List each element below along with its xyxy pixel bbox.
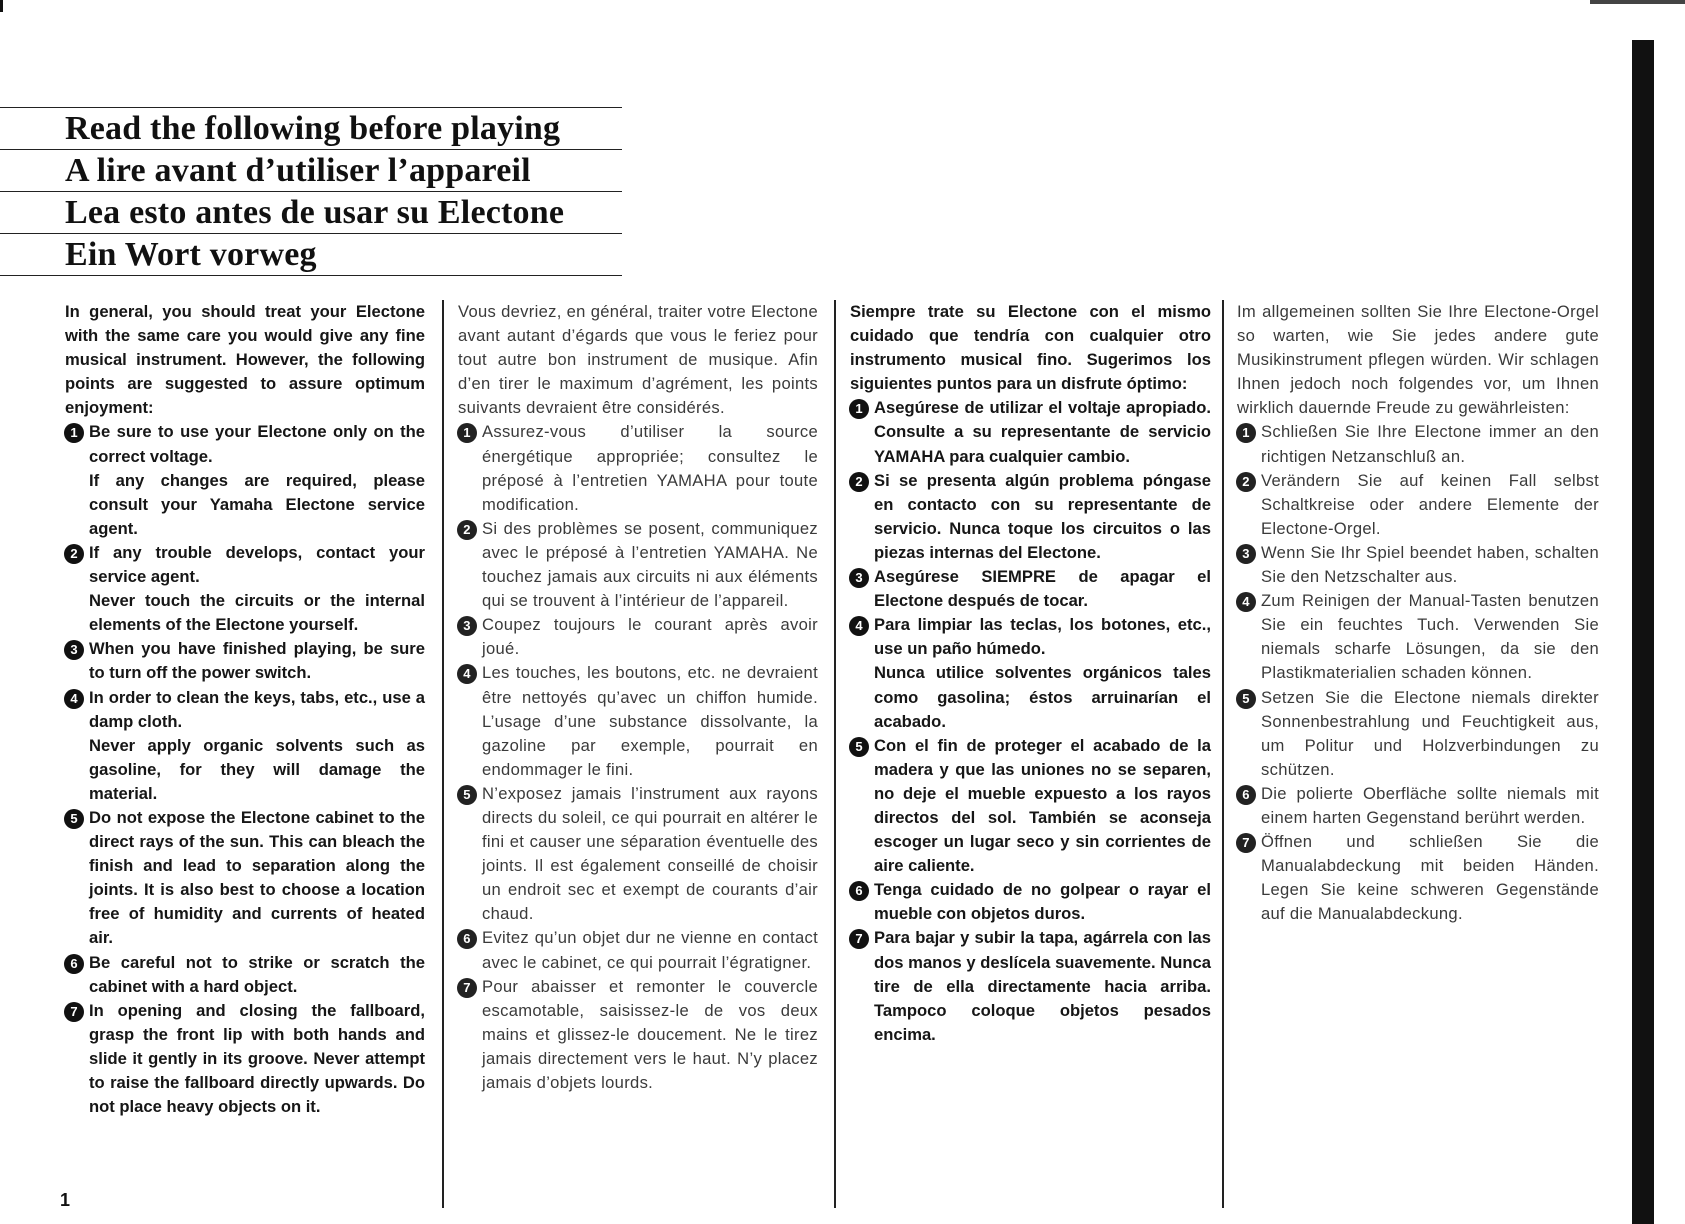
item-text: In opening and closing the fallboard, grasp the front lip with both hands and slide it gently in its groove. Never attempt to raise the fallboard directly upwards. Do not place heavy objects on it. xyxy=(89,1000,425,1117)
heading-english: Read the following before playing xyxy=(0,107,622,149)
item-text: Verändern Sie auf keinen Fall selbst Schaltkreise oder andere Elemente der Electone-Orgel. xyxy=(1261,470,1599,538)
number-1-icon: 1 xyxy=(1236,423,1256,443)
list-item xyxy=(65,806,425,951)
list-item xyxy=(1237,541,1599,589)
item-text: Evitez qu’un objet dur ne vienne en contact avec le cabinet, ce qui pourrait l’égratigner. xyxy=(482,928,818,972)
scan-binding-edge xyxy=(1632,40,1654,1224)
list-item xyxy=(850,613,1211,733)
list-item xyxy=(458,613,818,661)
list-item xyxy=(458,420,818,516)
list-item xyxy=(65,999,425,1119)
item-text: Con el fin de proteger el acabado de la madera y que las uniones no se separen, no deje el mueble expuesto a los rayos directos del sol. También se aconseja escoger un lugar seco y sin corrientes de aire caliente. xyxy=(874,735,1211,876)
number-6-icon: 6 xyxy=(849,881,869,901)
list-item xyxy=(65,420,425,540)
list-item xyxy=(65,951,425,999)
item-text: If any trouble develops, contact your service agent. xyxy=(89,542,425,587)
list-item xyxy=(458,782,818,927)
item-text: Be sure to use your Electone only on the correct voltage. xyxy=(89,422,425,466)
number-2-icon: 2 xyxy=(1236,472,1256,492)
item-text: Die polierte Oberfläche sollte niemals mit einem harten Gegenstand berührt werden. xyxy=(1261,783,1599,827)
german-column xyxy=(1237,300,1599,926)
number-7-icon: 7 xyxy=(457,978,477,998)
list-item xyxy=(1237,830,1599,926)
number-2-icon: 2 xyxy=(457,520,477,540)
list-item xyxy=(458,661,818,781)
title-block xyxy=(0,107,622,276)
item-note: Nunca utilice solventes orgánicos tales como gasolina; éstos arruinarían el acabado. xyxy=(874,663,1211,731)
item-text: Zum Reinigen der Manual-Tasten benutzen Sie ein feuchtes Tuch. Verwenden Sie niemals scharfe Lösungen, da sie den Plastikmaterialien schaden können. xyxy=(1261,591,1599,683)
list-item xyxy=(850,565,1211,613)
list-item xyxy=(458,975,818,1095)
heading-french: A lire avant d’utiliser l’appareil xyxy=(0,149,622,191)
item-text: Be careful not to strike or scratch the cabinet with a hard object. xyxy=(89,952,425,996)
column-divider xyxy=(1222,300,1224,1208)
number-5-icon: 5 xyxy=(457,785,477,805)
item-text: Si des problèmes se posent, communiquez avec le préposé à l’entretien YAMAHA. Ne touchez jamais aux circuits ni aux éléments qui se trouvent à l’intérieur de l’appareil. xyxy=(482,518,818,611)
number-6-icon: 6 xyxy=(1236,785,1256,805)
list-item xyxy=(850,926,1211,1046)
number-1-icon: 1 xyxy=(457,423,477,443)
item-text: Do not expose the Electone cabinet to the direct rays of the sun. This can bleach the finish and lead to separation along the joints. It is also best to choose a location free of humidity and currents of heated air. xyxy=(89,807,425,948)
item-text: Tenga cuidado de no golpear o rayar el mueble con objetos duros. xyxy=(874,880,1211,924)
item-text: In order to clean the keys, tabs, etc., use a damp cloth. xyxy=(89,687,425,731)
page-number: 1 xyxy=(60,1190,71,1210)
list-item xyxy=(1237,469,1599,541)
list-item xyxy=(65,686,425,806)
spanish-column xyxy=(850,300,1211,1047)
number-4-icon: 4 xyxy=(64,689,84,709)
number-3-icon: 3 xyxy=(457,616,477,636)
list-item xyxy=(850,396,1211,468)
item-text: Si se presenta algún problema póngase en contacto con su representante de servicio. Nunca toque los circuitos o las piezas internas del Electone. xyxy=(874,470,1211,562)
number-4-icon: 4 xyxy=(1236,592,1256,612)
number-7-icon: 7 xyxy=(64,1002,84,1022)
list-item xyxy=(65,541,425,637)
list-item xyxy=(1237,589,1599,685)
number-5-icon: 5 xyxy=(1236,689,1256,709)
number-2-icon: 2 xyxy=(64,544,84,564)
number-3-icon: 3 xyxy=(64,640,84,660)
item-text: Les touches, les boutons, etc. ne devraient être nettoyés qu’avec un chiffon humide. L’usage d’une substance dissolvante, la gazoline par exemple, pourrait en endommager le fini. xyxy=(482,663,818,779)
intro-paragraph: Vous devriez, en général, traiter votre Electone avant autant d’égards que vous le feriez pour tout autre bon instrument de musique. Afin d’en tirer le maximum d’agrément, les points suivants devraient être considérés. xyxy=(458,302,818,418)
item-note: Never apply organic solvents such as gasoline, for they will damage the material. xyxy=(89,735,425,803)
number-3-icon: 3 xyxy=(849,568,869,588)
list-item xyxy=(1237,782,1599,830)
scan-top-edge xyxy=(1590,0,1685,4)
item-text: Schließen Sie Ihre Electone immer an den richtigen Netzanschluß an. xyxy=(1261,422,1599,466)
item-text: Para limpiar las teclas, los botones, etc., use un paño húmedo. xyxy=(874,615,1211,659)
heading-spanish: Lea esto antes de usar su Electone xyxy=(0,191,622,233)
column-divider xyxy=(834,300,836,1208)
number-1-icon: 1 xyxy=(64,423,84,443)
english-column xyxy=(65,300,425,1119)
item-text: Coupez toujours le courant après avoir joué. xyxy=(482,615,818,659)
number-4-icon: 4 xyxy=(849,616,869,636)
scan-edge-mark xyxy=(0,0,3,12)
item-text: Wenn Sie Ihr Spiel beendet haben, schalten Sie den Netzschalter aus. xyxy=(1261,542,1599,587)
number-3-icon: 3 xyxy=(1236,544,1256,564)
item-note: If any changes are required, please consult your Yamaha Electone service agent. xyxy=(89,470,425,538)
list-item xyxy=(850,469,1211,565)
number-7-icon: 7 xyxy=(1236,833,1256,853)
item-text: N’exposez jamais l’instrument aux rayons directs du soleil, ce qui pourrait en altérer le fini et causer une séparation éventuelle des joints. Il est également conseillé de choisir un endroit sec et exempt de courants d’air chaud. xyxy=(482,783,818,924)
list-item xyxy=(1237,686,1599,782)
number-6-icon: 6 xyxy=(457,929,477,949)
intro-paragraph: In general, you should treat your Electone with the same care you would give any fine musical instrument. However, the following points are suggested to assure optimum enjoyment: xyxy=(65,302,425,418)
item-text: Setzen Sie die Electone niemals direkter Sonnenbestrahlung und Feuchtigkeit aus, um Politur und Holzverbindungen zu schützen. xyxy=(1261,687,1599,779)
list-item xyxy=(850,878,1211,926)
heading-german: Ein Wort vorweg xyxy=(0,233,622,276)
intro-paragraph: Im allgemeinen sollten Sie Ihre Electone-Orgel so warten, wie Sie jedes andere gute Musikinstrument pflegen würden. Wir schlagen Ihnen jedoch noch folgendes vor, um Ihnen wirklich dauernde Freude zu gewährleisten: xyxy=(1237,302,1599,418)
item-text: Para bajar y subir la tapa, agárrela con las dos manos y deslícela suavemente. Nunca tire de ella directamente hacia arriba. Tampoco coloque objetos pesados encima. xyxy=(874,928,1211,1044)
item-text: Asegúrese de utilizar el voltaje apropiado. Consulte a su representante de servicio YAMAHA para cualquier cambio. xyxy=(874,398,1211,466)
intro-paragraph: Siempre trate su Electone con el mismo cuidado que tendría con cualquier otro instrumento musical fino. Sugerimos los siguientes puntos para un disfrute óptimo: xyxy=(850,302,1211,394)
number-6-icon: 6 xyxy=(64,954,84,974)
number-5-icon: 5 xyxy=(64,809,84,829)
item-text: Öffnen und schließen Sie die Manualabdeckung mit beiden Händen. Legen Sie keine schweren Gegenstände auf die Manualabdeckung. xyxy=(1261,832,1599,924)
list-item xyxy=(65,637,425,685)
item-text: Pour abaisser et remonter le couvercle escamotable, saisissez-le de vos deux mains et glissez-le doucement. Ne le tirez jamais directement vers le haut. N’y placez jamais d’objets lourds. xyxy=(482,976,818,1092)
number-2-icon: 2 xyxy=(849,472,869,492)
item-text: Asegúrese SIEMPRE de apagar el Electone después de tocar. xyxy=(874,567,1211,611)
number-4-icon: 4 xyxy=(457,664,477,684)
item-note: Never touch the circuits or the internal elements of the Electone yourself. xyxy=(89,591,425,635)
item-text: When you have finished playing, be sure to turn off the power switch. xyxy=(89,639,425,683)
number-7-icon: 7 xyxy=(849,929,869,949)
list-item xyxy=(850,734,1211,879)
list-item xyxy=(458,926,818,974)
french-column xyxy=(458,300,818,1095)
column-divider xyxy=(442,300,444,1208)
number-1-icon: 1 xyxy=(849,399,869,419)
list-item xyxy=(1237,420,1599,468)
number-5-icon: 5 xyxy=(849,737,869,757)
list-item xyxy=(458,517,818,613)
item-text: Assurez-vous d’utiliser la source énergétique appropriée; consultez le préposé à l’entretien YAMAHA pour toute modification. xyxy=(482,422,818,514)
